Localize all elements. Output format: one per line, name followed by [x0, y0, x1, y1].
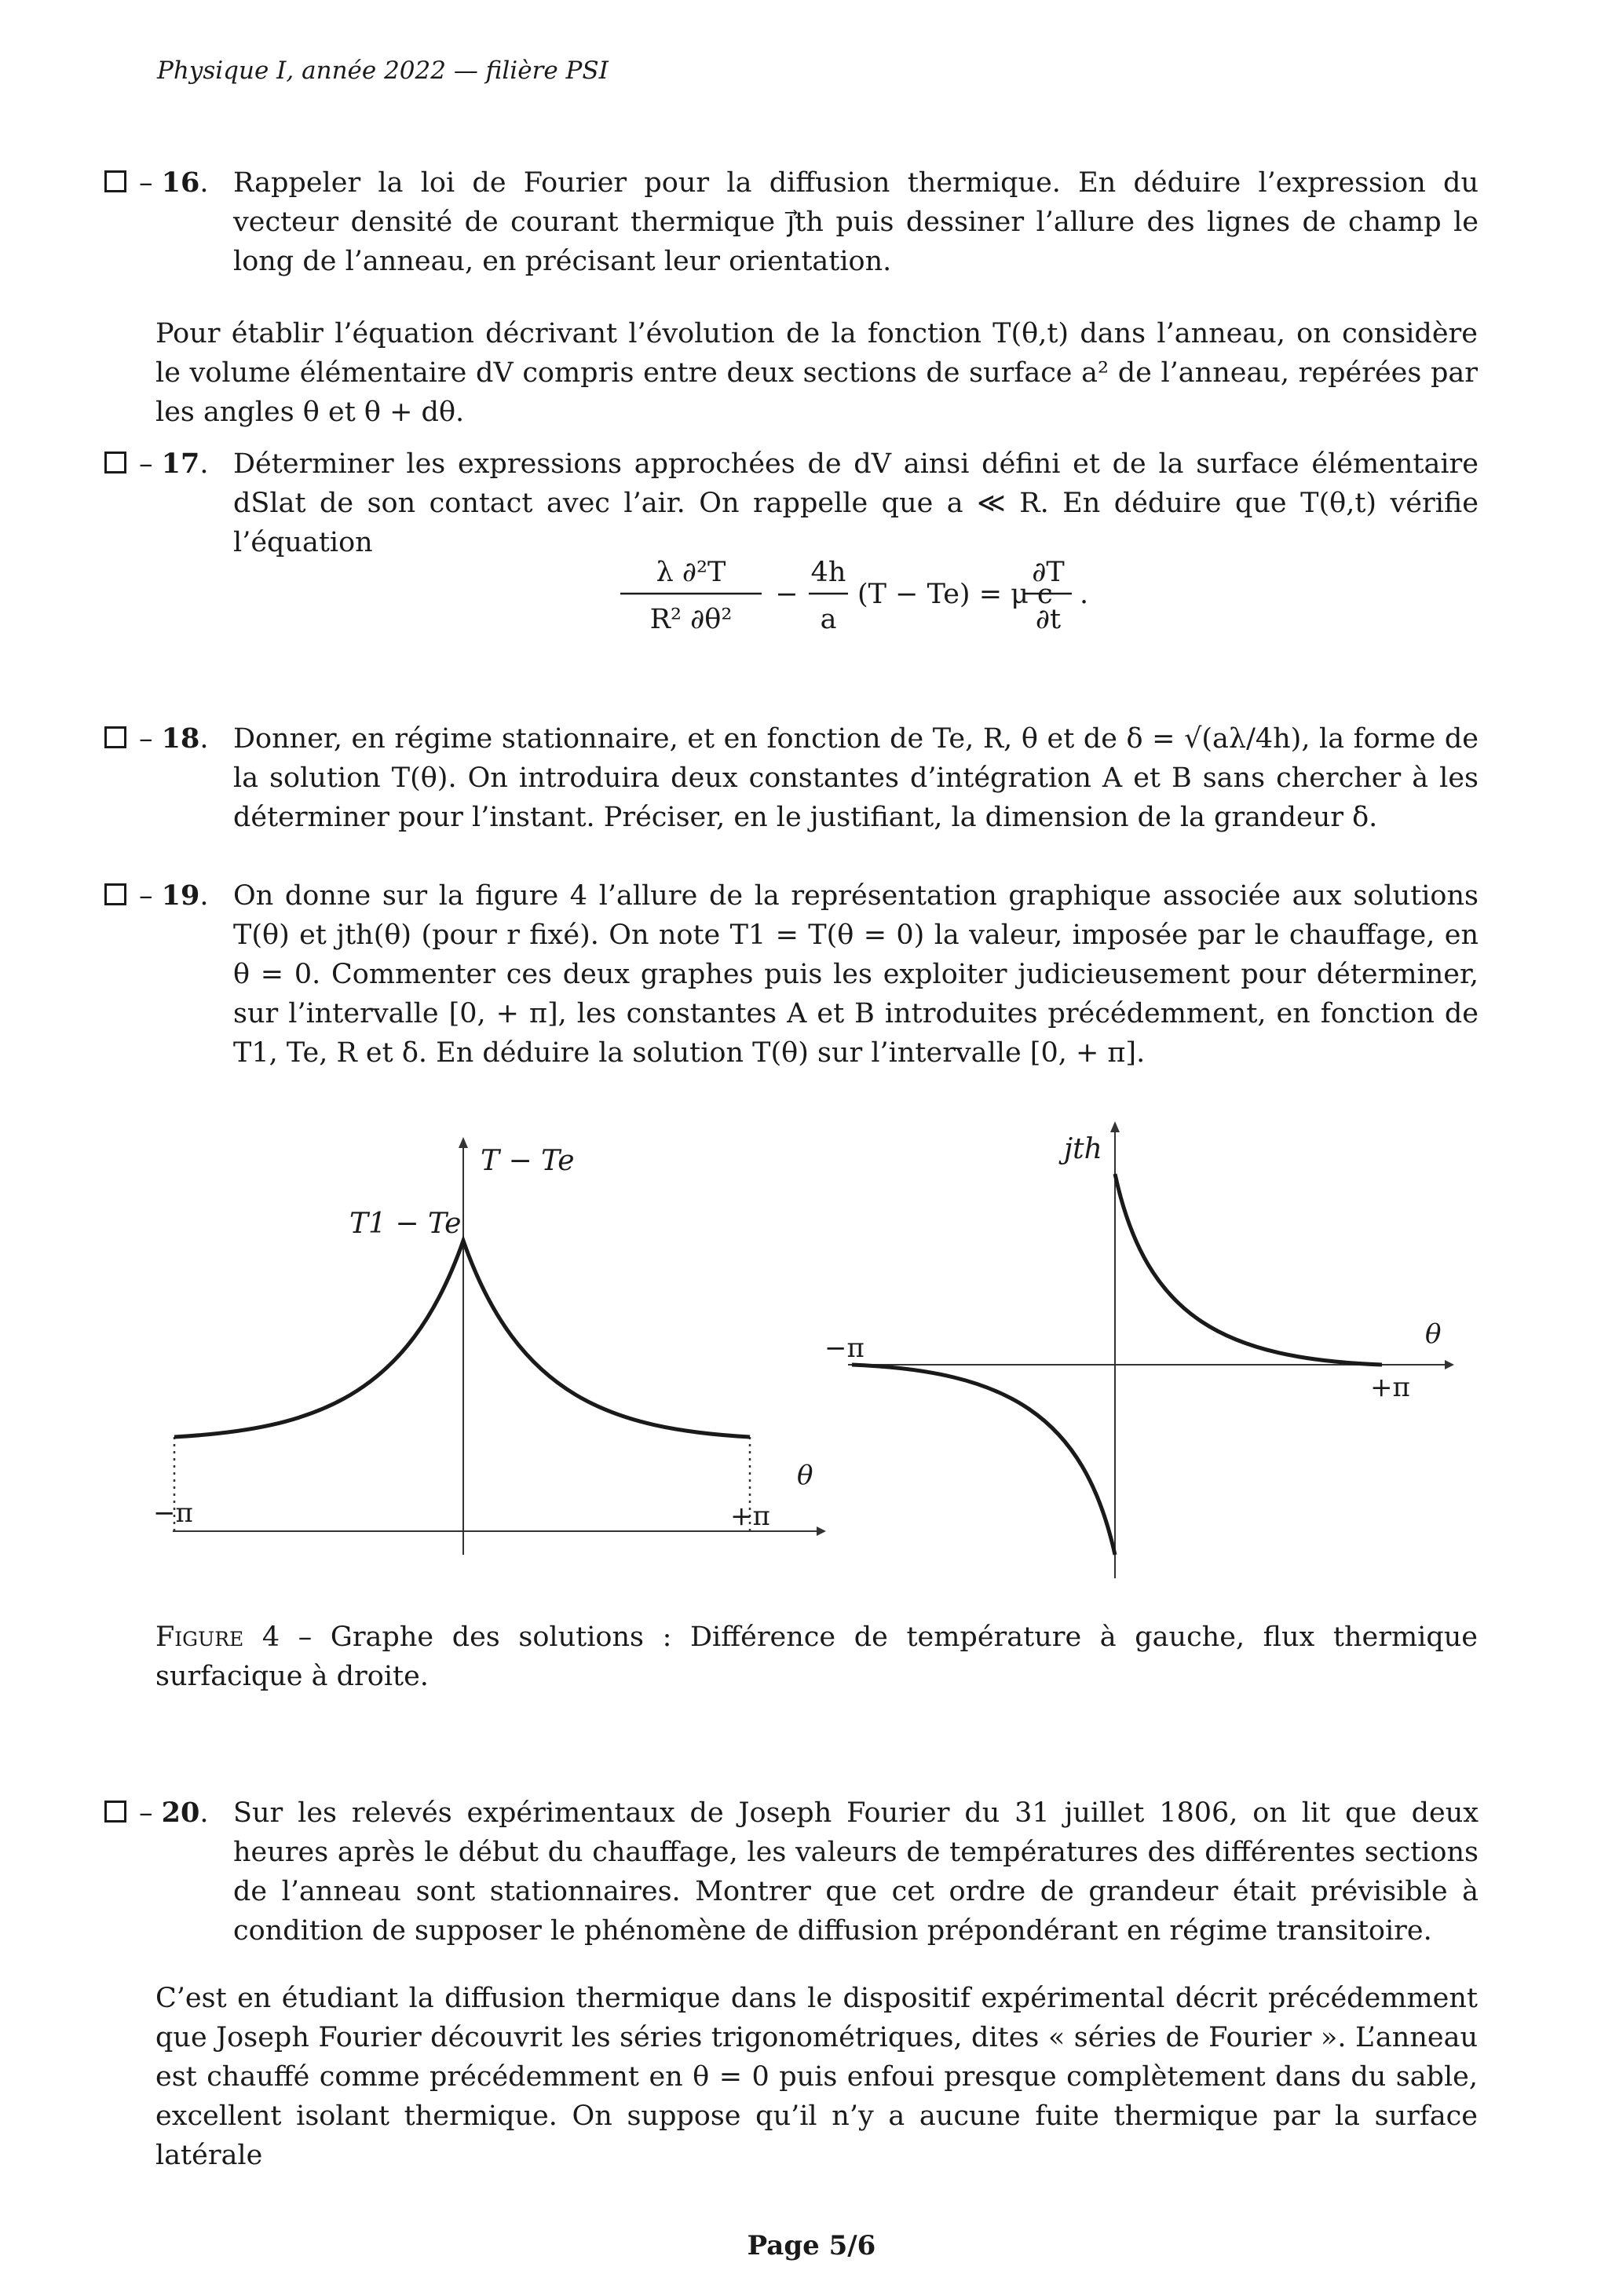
question-18: – 18. Donner, en régime stationnaire, et en fonction de Te, R, θ et de δ = √(aλ/4h), la forme de la solution T(θ). On introduira deux constantes d’intégration A et B sans chercher à les déterminer pour l’instant. Préciser, en le justifiant, la dimension de la grandeur δ.: [104, 719, 1479, 837]
question-number: 18: [161, 722, 200, 755]
eq-term2-numerator: 4h: [810, 557, 846, 588]
x-axis-arrow-icon: [817, 1526, 826, 1536]
page-header: Physique I, année 2022 — filière PSI: [157, 57, 609, 85]
question-16: – 16. Rappeler la loi de Fourier pour la diffusion thermique. En déduire l’expression du vecteur densité de courant thermique j⃗th puis dessiner l’allure des lignes de champ le long de l’anneau, en précisant leur orientation.: [104, 163, 1479, 281]
question-number: 19: [161, 879, 200, 912]
graph-temperature: [153, 1137, 826, 1555]
question-number: 17: [161, 448, 200, 480]
eq-term3-denominator: ∂t: [1035, 604, 1062, 635]
checkbox-icon: [104, 452, 126, 473]
question-text: Sur les relevés expérimentaux de Joseph Fourier du 31 juillet 1806, on lit que deux heures après le début du chauffage, les valeurs de températures des différentes sections de l’anneau sont stationnaires. Montrer que cet ordre de grandeur était prévisible à condition de supposer le phénomène de diffusion prépondérant en régime transitoire.: [233, 1797, 1479, 1947]
eq-end: .: [1080, 579, 1089, 610]
paragraph-intro: Pour établir l’équation décrivant l’évolution de la fonction T(θ,t) dans l’anneau, on considère le volume élémentaire dV compris entre deux sections de surface a² de l’anneau, repérées par les angles θ et θ + dθ.: [155, 318, 1478, 428]
paragraph-fourier-series: C’est en étudiant la diffusion thermique dans le dispositif expérimental décrit précédemment que Joseph Fourier découvrit les séries trigonométriques, dites « séries de Fourier ». L’anneau est chauffé comme précédemment en θ = 0 puis enfoui presque complètement dans du sable, excellent isolant thermique. On suppose qu’il n’y a aucune fuite thermique par la surface latérale: [155, 1983, 1478, 2171]
x-axis-arrow-icon: [1445, 1360, 1454, 1369]
question-text: On donne sur la figure 4 l’allure de la représentation graphique associée aux solutions T(θ) et jth(θ) (pour r fixé). On note T1 = T(θ = 0) la valeur, imposée par le chauffage, en θ = 0. Commenter ces deux graphes puis les exploiter judicieusement pour déterminer, sur l’intervalle [0, + π], les constantes A et B introduites précédemment, en fonction de T1, Te, R et δ. En déduire la solution T(θ) sur l’intervalle [0, + π].: [233, 880, 1479, 1069]
x-min-label: −π: [824, 1333, 865, 1364]
question-number: 20: [161, 1797, 200, 1829]
figure-caption-text: – Graphe des solutions : Différence de température à gauche, flux thermique surfacique à droite.: [155, 1621, 1478, 1692]
heat-equation: [612, 550, 1162, 644]
flux-curve-negative: [852, 1365, 1115, 1555]
y-axis-label: T − Te: [481, 1145, 575, 1177]
eq-minus: −: [775, 579, 799, 610]
x-max-label: +π: [730, 1501, 770, 1532]
eq-term2-denominator: a: [820, 604, 837, 635]
peak-label: T1 − Te: [349, 1208, 462, 1240]
eq-term1-numerator: λ ∂²T: [656, 557, 726, 588]
checkbox-icon: [104, 170, 126, 192]
question-text: Donner, en régime stationnaire, et en fonction de Te, R, θ et de δ = √(aλ/4h), la forme de la solution T(θ). On introduira deux constantes d’intégration A et B sans chercher à les déterminer pour l’instant. Préciser, en le justifiant, la dimension de la grandeur δ.: [233, 723, 1479, 833]
question-17: – 17. Déterminer les expressions approchées de dV ainsi défini et de la surface élémentaire dSlat de son contact avec l’air. On rappelle que a ≪ R. En déduire que T(θ,t) vérifie l’équation: [104, 444, 1479, 562]
question-text: Rappeler la loi de Fourier pour la diffusion thermique. En déduire l’expression du vecteur densité de courant thermique j⃗th puis dessiner l’allure des lignes de champ le long de l’anneau, en précisant leur orientation.: [233, 167, 1479, 277]
question-19: – 19. On donne sur la figure 4 l’allure de la représentation graphique associée aux solutions T(θ) et jth(θ) (pour r fixé). On note T1 = T(θ = 0) la valeur, imposée par le chauffage, en θ = 0. Commenter ces deux graphes puis les exploiter judicieusement pour déterminer, sur l’intervalle [0, + π], les constantes A et B introduites précédemment, en fonction de T1, Te, R et δ. En déduire la solution T(θ) sur l’intervalle [0, + π].: [104, 876, 1479, 1073]
question-20: – 20. Sur les relevés expérimentaux de Joseph Fourier du 31 juillet 1806, on lit que deux heures après le début du chauffage, les valeurs de températures des différentes sections de l’anneau sont stationnaires. Montrer que cet ordre de grandeur était prévisible à condition de supposer le phénomène de diffusion prépondérant en régime transitoire.: [104, 1793, 1479, 1951]
x-axis-label: θ: [797, 1460, 813, 1491]
page-footer: Page 5/6: [747, 2230, 876, 2261]
figure-4: [0, 1115, 1623, 1602]
figure-caption-lead: Figure 4: [155, 1621, 280, 1653]
x-min-label: −π: [153, 1497, 193, 1529]
figure-caption: [155, 1618, 1478, 1696]
y-axis-arrow-icon: [459, 1137, 468, 1148]
temperature-curve: [174, 1241, 750, 1437]
question-number: 16: [161, 166, 200, 199]
checkbox-icon: [104, 726, 126, 748]
x-max-label: +π: [1370, 1372, 1410, 1403]
y-axis-arrow-icon: [1110, 1121, 1120, 1132]
y-axis-label: jth: [1064, 1133, 1102, 1165]
flux-curve-positive: [1115, 1174, 1382, 1365]
graph-flux: [824, 1121, 1454, 1578]
checkbox-icon: [104, 1801, 126, 1823]
eq-middle: (T − Te) = μ c: [857, 579, 1053, 610]
eq-term3-numerator: ∂T: [1032, 557, 1065, 588]
x-axis-label: θ: [1425, 1318, 1442, 1350]
question-text: Déterminer les expressions approchées de dV ainsi défini et de la surface élémentaire dSlat de son contact avec l’air. On rappelle que a ≪ R. En déduire que T(θ,t) vérifie l’équation: [233, 448, 1479, 558]
checkbox-icon: [104, 883, 126, 905]
eq-term1-denominator: R² ∂θ²: [649, 604, 733, 635]
